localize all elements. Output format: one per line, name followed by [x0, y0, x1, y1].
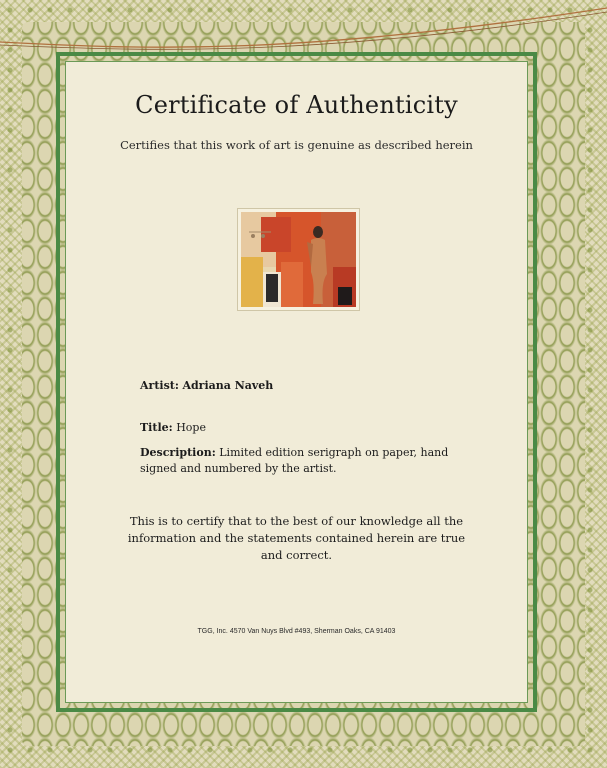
certificate-title: Certificate of Authenticity: [135, 91, 458, 119]
title-value: Hope: [176, 421, 206, 434]
description-label: Description:: [140, 446, 216, 459]
description-value: Limited edition serigraph on paper, hand signed and numbered by the artist.: [140, 446, 449, 475]
description-row: [140, 445, 480, 477]
artist-value: Adriana Naveh: [182, 379, 274, 392]
certification-statement: This is to certify that to the best of our knowledge all the information and the statements contained herein are true and correct.: [127, 514, 466, 562]
company-address: TGG, Inc. 4570 Van Nuys Blvd #493, Sherman Oaks, CA 91403: [197, 628, 396, 635]
artwork-thumbnail: [238, 209, 359, 310]
artist-row: [140, 379, 273, 392]
title-label: Title:: [140, 421, 173, 434]
certificate-content: [65, 61, 528, 703]
certificate-subtitle: Certifies that this work of art is genuine as described herein: [120, 138, 473, 152]
artwork-image: [241, 212, 356, 307]
artist-label: Artist:: [140, 379, 179, 392]
title-row: [140, 421, 206, 434]
hanging-string: [0, 0, 607, 60]
